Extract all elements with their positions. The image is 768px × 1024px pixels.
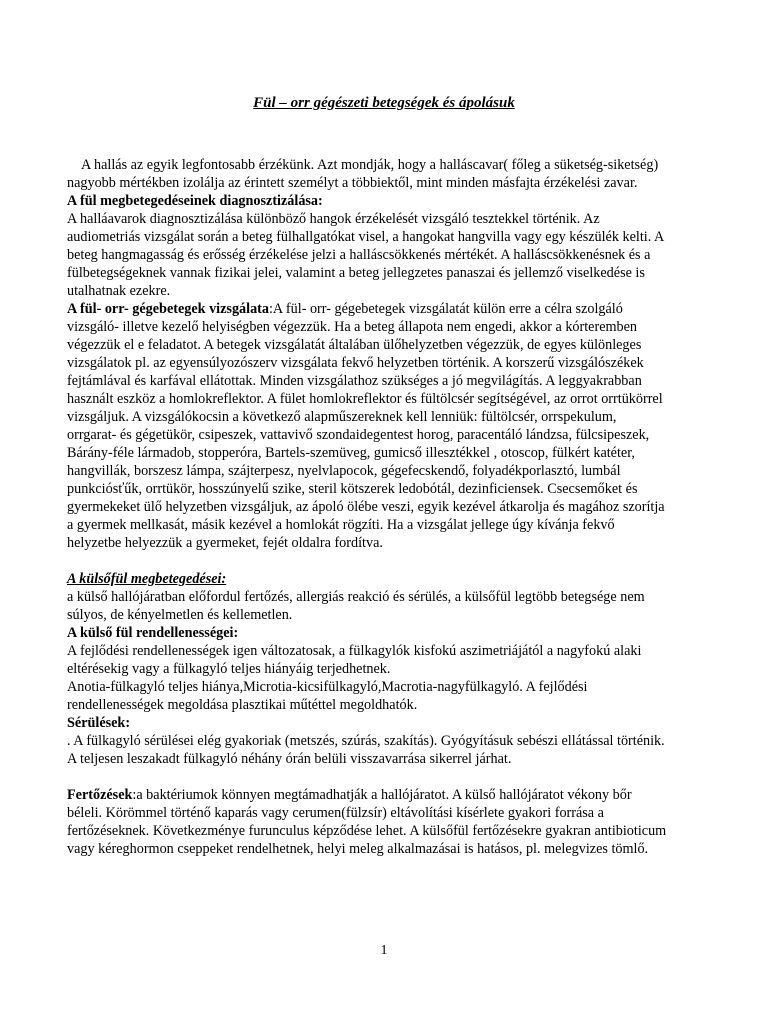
section-outer-ear-anomalies-heading: A külső fül rendellenességei:: [67, 625, 239, 641]
spacer: [67, 552, 667, 570]
section-diagnosis-heading: A fül megbetegedéseinek diagnosztizálása:: [67, 193, 323, 209]
page-number: 1: [380, 943, 388, 958]
section-injuries-heading: Sérülések:: [67, 715, 131, 731]
section-diagnosis: [67, 192, 667, 300]
section-injuries-text: . A fülkagyló sérülései elég gyakoriak (metszés, szúrás, szakítás). Gyógyításuk sebészi ellátással történik. A teljesen leszakadt fülkagyló néhány órán belüli visszavarrása sikerrel járhat.: [67, 733, 665, 767]
intro-paragraph: A hallás az egyik legfontosabb érzékünk. Azt mondják, hogy a halláscavar( főleg a süketség-siketség) nagyobb mértékben izolálja az érintett személyt a többiektől, mint minden másfajta érzékelési zavar.: [67, 157, 659, 191]
section-outer-ear-diseases-text: a külső hallójáratban előfordul fertőzés, allergiás reakció és sérülés, a külsőfül legtöbb betegsége nem súlyos, de kényelmetlen és kellemetlen.: [67, 589, 645, 623]
section-examination: [67, 300, 667, 552]
section-outer-ear-diseases: [67, 570, 667, 624]
document-body: [67, 156, 667, 858]
section-outer-ear-anomalies: [67, 624, 667, 714]
section-infections-text: :a baktériumok könnyen megtámadhatják a hallójáratot. A külső hallójáratot vékony bőr béleli. Körömmel történő kaparás vagy cerumen(fülzsír) eltávolítási kísérlete gyakori forrása a fertőzéseknek. Következménye furunculus képződése lehet. A külsőfül fertőzésekre gyakran antibioticum vagy kéreghormon cseppeket rendelhetnek, helyi meleg alkalmazásai is hatásos, pl. melegvizes tömlő.: [67, 787, 667, 857]
spacer: [67, 768, 667, 786]
section-outer-ear-anomalies-text1: A fejlődési rendellenességek igen változatosak, a fülkagylók kisfokú aszimetriájától a nagyfokú alaki eltérésekig vagy a fülkagyló teljes hiányáig terjedhetnek.: [67, 643, 642, 677]
section-injuries: [67, 714, 667, 768]
section-infections: [67, 786, 667, 858]
section-outer-ear-diseases-heading: A külsőfül megbetegedései:: [67, 571, 227, 587]
document-title: Fül – orr gégészeti betegségek és ápolásuk: [253, 95, 515, 111]
section-examination-heading: A fül- orr- gégebetegek vizsgálata: [67, 301, 269, 317]
section-examination-text: :A fül- orr- gégebetegek vizsgálatát külön erre a célra szolgáló vizsgáló- illetve kezelő helyiségben végezzük. Ha a beteg állapota nem engedi, akkor a kórteremben végezzük el e feladatot. A betegek vizsgálatát általában ülőhelyzetben végezzük, de egyes különleges vizsgálatok pl. az egyensúlyozószerv vizsgálata fekvő helyzetben történik. A korszerű vizsgálószékek fejtámlával és karfával ellátottak. Minden vizsgálathoz szükséges a jó megvilágítás. A leggyakrabban használt eszköz a homlokreflektor. A fület homlokreflektor és fültölcsér segítségével, az orrot orrtükörrel vizsgáljuk. A vizsgálókocsin a következő alapműszereknek kell lenniük: fültölcsér, orrspekulum, orrgarat- és gégetükör, csipeszek, vattavivő szondaidegentest horog, paracentáló lándzsa, fülcsipeszek, Bárány-féle lármadob, stopperóra, Bartels-szemüveg, gumicső illesztékkel , otoscop, fülkért katéter, hangvillák, borszesz lámpa, szájterpesz, nyelvlapocok, gégefecskendő, folyadékporlasztó, lumbál punkciósťűk, orrtükör, hosszúnyelű szike, steril kötszerek ledobótál, dezinficiensek. Csecsemőket és gyermekeket ülő helyzetben vizsgáljuk, az ápoló ölébe veszi, egyik kezével átkarolja és magához szorítja a gyermek mellkasát, másik kezével a homlokát rögzíti. Ha a vizsgálat jellege úgy kívánja fekvő helyzetbe helyezzük a gyermeket, fejét oldalra fordítva.: [67, 301, 665, 551]
section-outer-ear-anomalies-text2: Anotia-fülkagyló teljes hiánya,Microtia-kicsifülkagyló,Macrotia-nagyfülkagyló. A fejlődési rendellenességek megoldása plasztikai műtéttel megoldhatók.: [67, 679, 588, 713]
section-diagnosis-text: A halláavarok diagnosztizálása különböző hangok érzékelését vizsgáló tesztekkel történik. Az audiometriás vizsgálat során a beteg fülhallgatókat visel, a hangokat hangvilla vagy egy készülék kelti. A beteg hangmagasság és erősség érzékelése jelzi a halláscsökkenés mértékét. A halláscsökkenésnek és a fülbetegségeknek vannak fizikai jelei, valamint a beteg jellegzetes panaszai és jellemző viselkedése is utalhatnak ezekre.: [67, 211, 664, 299]
section-infections-heading: Fertőzések: [67, 787, 133, 803]
